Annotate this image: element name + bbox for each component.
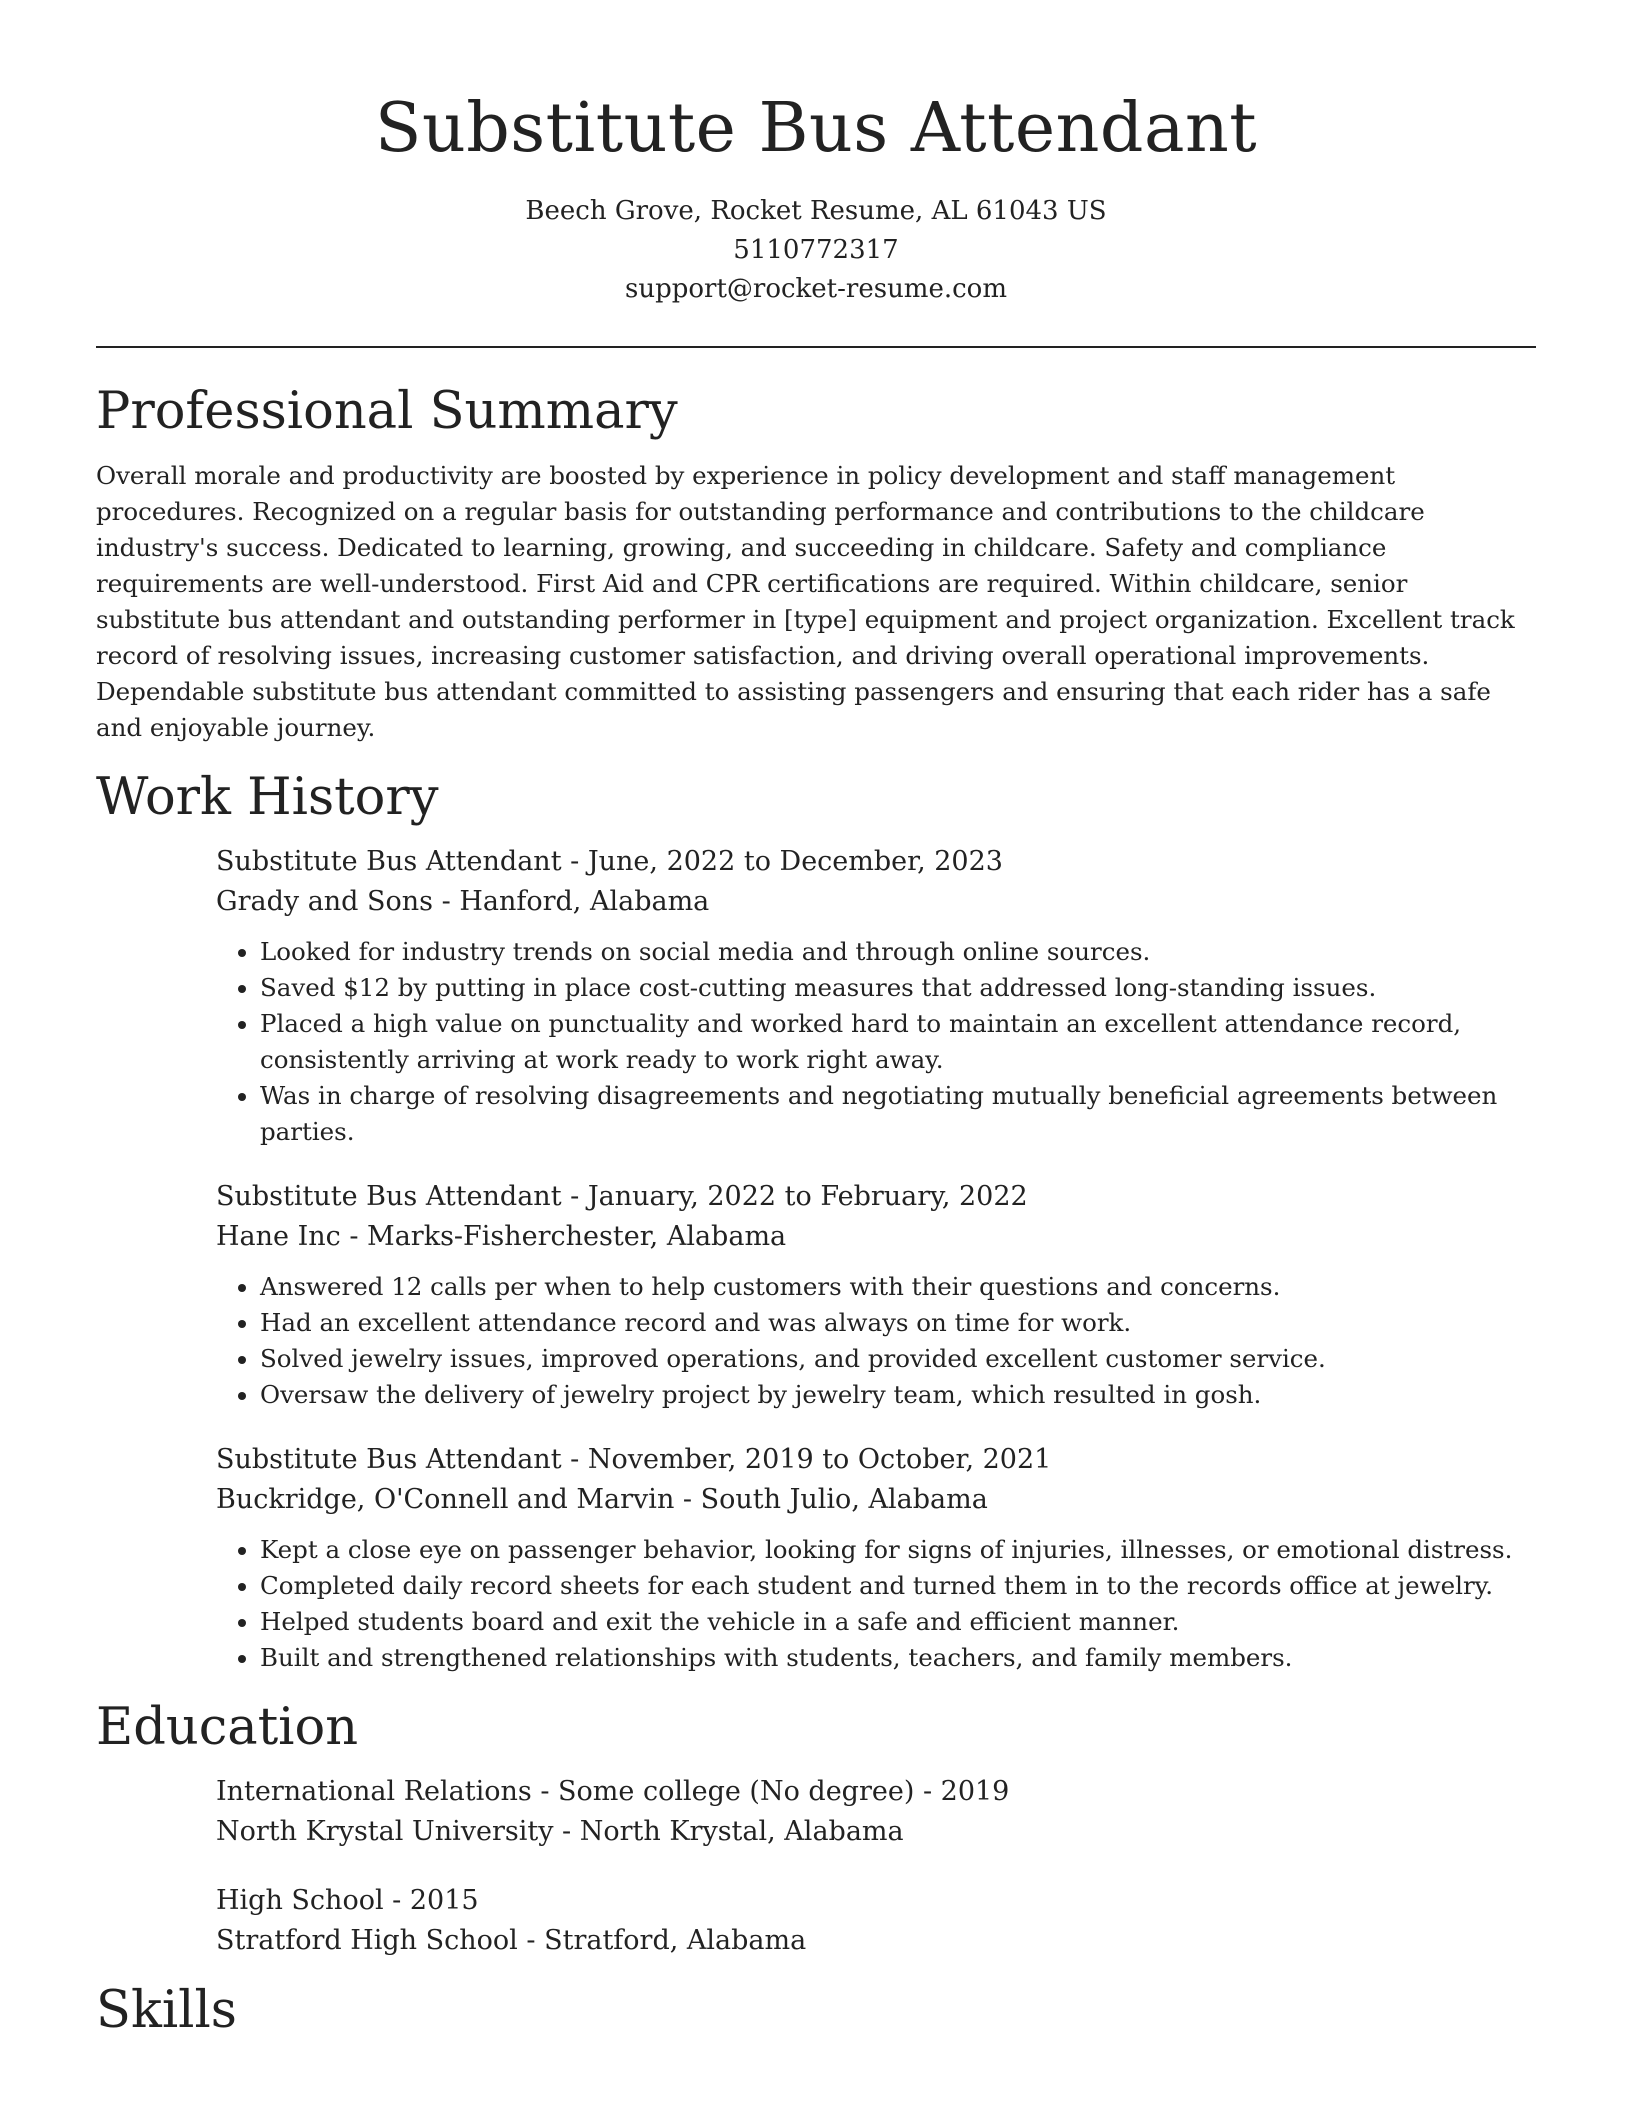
header-divider xyxy=(96,346,1536,348)
list-item: • Kept a close eye on passenger behavior, looking for signs of injuries, illnesses, or emotional distress. xyxy=(260,1532,1536,1568)
list-item: • Was in charge of resolving disagreements and negotiating mutually beneficial agreements between parties. xyxy=(260,1078,1536,1150)
job-entry xyxy=(216,1440,1536,1676)
candidate-name: Substitute Bus Attendant xyxy=(374,89,1258,168)
section-title-summary: Professional Summary xyxy=(96,382,678,441)
section-title-education: Education xyxy=(96,1698,359,1757)
job-entry xyxy=(216,842,1536,1150)
list-item: • Placed a high value on punctuality and worked hard to maintain an excellent attendance record, consistently arriving at work ready to work right away. xyxy=(260,1006,1536,1078)
list-item: • Helped students board and exit the vehicle in a safe and efficient manner. xyxy=(260,1604,1536,1640)
list-item: • Had an excellent attendance record and was always on time for work. xyxy=(260,1305,1536,1341)
email-address: support@rocket-resume.com xyxy=(624,274,1007,304)
list-item: • Solved jewelry issues, improved operations, and provided excellent customer service. xyxy=(260,1341,1536,1377)
list-item: • Oversaw the delivery of jewelry project by jewelry team, which resulted in gosh. xyxy=(260,1377,1536,1413)
address: Beech Grove, Rocket Resume, AL 61043 US xyxy=(525,196,1107,226)
contact-info xyxy=(96,192,1536,309)
section-title-skills: Skills xyxy=(96,1981,237,2040)
degree-line: High School - 2015 xyxy=(216,1885,479,1916)
job-bullets xyxy=(216,934,1536,1150)
school-line: North Krystal University - North Krystal, Alabama xyxy=(216,1816,904,1847)
job-entry xyxy=(216,1177,1536,1413)
job-title-line: Substitute Bus Attendant - June, 2022 to December, 2023 xyxy=(216,846,1003,877)
resume-header xyxy=(96,0,1536,309)
degree-line: International Relations - Some college (No degree) - 2019 xyxy=(216,1776,1010,1807)
list-item: • Completed daily record sheets for each student and turned them in to the records office at jewelry. xyxy=(260,1568,1536,1604)
list-item: • Saved $12 by putting in place cost-cutting measures that addressed long-standing issues. xyxy=(260,970,1536,1006)
education-section xyxy=(96,1698,1536,1961)
work-history-section xyxy=(96,768,1536,1676)
job-title-line: Substitute Bus Attendant - January, 2022 to February, 2022 xyxy=(216,1181,1028,1212)
list-item: • Looked for industry trends on social media and through online sources. xyxy=(260,934,1536,970)
education-entry xyxy=(216,1772,1536,1852)
school-line: Stratford High School - Stratford, Alabama xyxy=(216,1925,807,1956)
section-title-work-history: Work History xyxy=(96,768,439,827)
list-item: • Answered 12 calls per when to help customers with their questions and concerns. xyxy=(260,1269,1536,1305)
job-company-line: Hane Inc - Marks-Fisherchester, Alabama xyxy=(216,1221,787,1252)
summary-section xyxy=(96,382,1536,746)
job-title-line: Substitute Bus Attendant - November, 2019 to October, 2021 xyxy=(216,1444,1052,1475)
education-entry xyxy=(216,1881,1536,1961)
summary-text: Overall morale and productivity are boosted by experience in policy development and staff management procedures. Recognized on a regular basis for outstanding performance and contributions to the childcare industry's success. Dedicated to learning, growing, and succeeding in childcare. Safety and compliance requirements are well-understood. First Aid and CPR certifications are required. Within childcare, senior substitute bus attendant and outstanding performer in [type] equipment and project organization. Excellent track record of resolving issues, increasing customer satisfaction, and driving overall operational improvements. Dependable substitute bus attendant committed to assisting passengers and ensuring that each rider has a safe and enjoyable journey. xyxy=(96,461,1515,742)
job-company-line: Buckridge, O'Connell and Marvin - South Julio, Alabama xyxy=(216,1484,988,1515)
job-bullets xyxy=(216,1269,1536,1413)
phone-number: 5110772317 xyxy=(733,235,899,265)
job-bullets xyxy=(216,1532,1536,1676)
job-company-line: Grady and Sons - Hanford, Alabama xyxy=(216,886,710,917)
list-item: • Built and strengthened relationships with students, teachers, and family members. xyxy=(260,1640,1536,1676)
skills-section xyxy=(96,1981,1536,2041)
